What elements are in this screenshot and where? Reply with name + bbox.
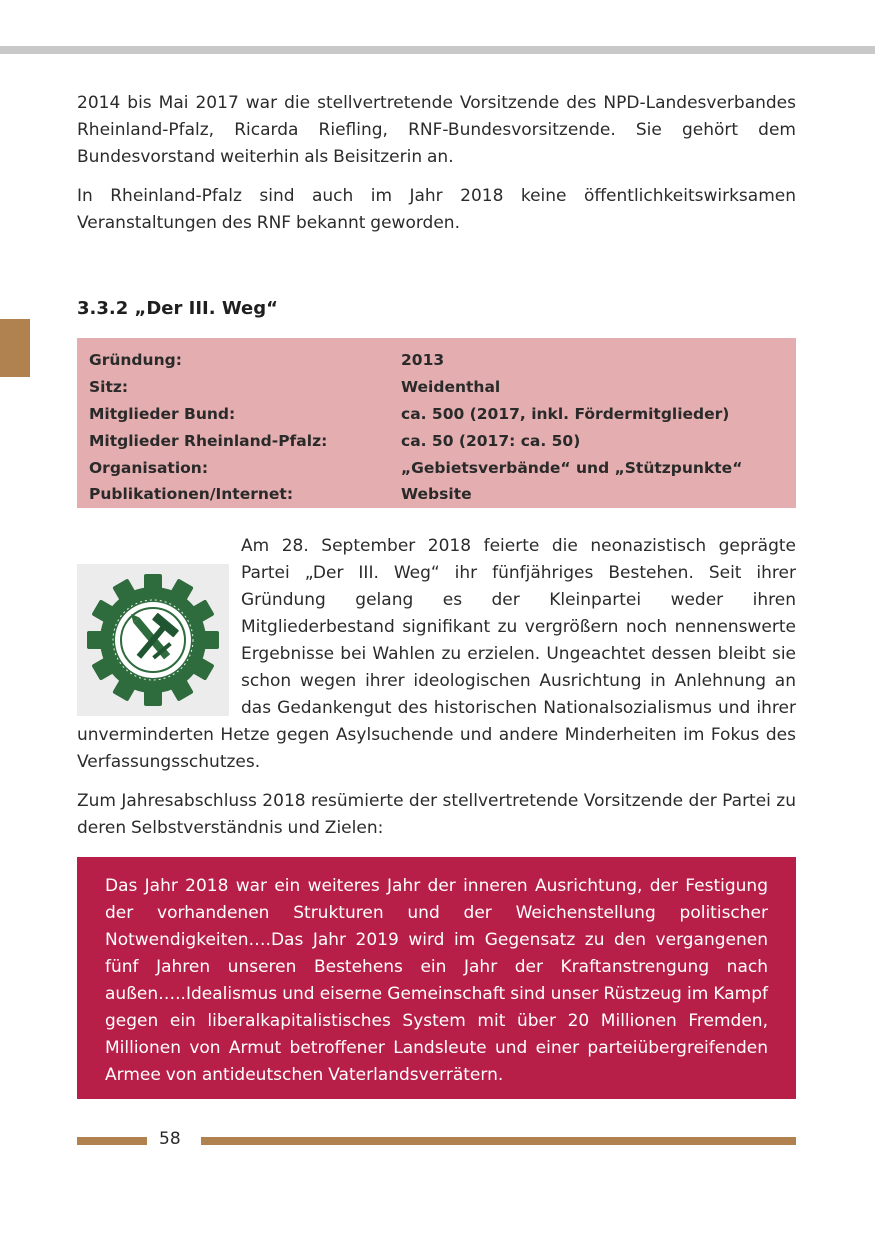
paragraph-rnf-events: In Rheinland-Pfalz sind auch im Jahr 2018 keine öffentlichkeitswirksamen Veranstaltungen des RNF bekannt geworden. xyxy=(77,186,796,233)
fact-value: Weidenthal xyxy=(401,378,501,397)
fact-row xyxy=(89,427,796,454)
fact-box xyxy=(77,338,796,508)
section-heading: 3.3.2 „Der III. Weg“ xyxy=(77,298,278,319)
party-logo xyxy=(77,564,229,716)
page-number: 58 xyxy=(159,1129,181,1149)
paragraph-quote-intro: Zum Jahresabschluss 2018 resümierte der stellvertretende Vorsitzende der Partei zu deren Selbstverständnis und Zielen: xyxy=(77,791,796,838)
fact-row xyxy=(89,481,796,508)
paragraph-party-anniversary: Am 28. September 2018 feierte die neonazistisch geprägte Partei „Der III. Weg“ ihr fünfjähriges Bestehen. Seit ihrer Gründung gelang es der Kleinpartei weder ihren Mitgliederbestand signifikant zu vergrößern noch nennenswerte Ergebnisse bei Wahlen zu erzielen. Ungeachtet dessen bleibt sie schon wegen ihrer ideologischen Ausrichtung in Anlehnung an das Gedankengut des historischen Nationalsozialismus und ihrer unverminderten Hetze gegen Asylsuchende und andere Minderheiten im Fokus des Verfassungsschutzes. xyxy=(77,536,796,772)
fact-label: Publikationen/Internet: xyxy=(89,485,294,504)
fact-row xyxy=(89,374,796,401)
fact-row xyxy=(89,401,796,428)
fact-label: Sitz: xyxy=(89,378,129,397)
top-divider xyxy=(0,46,875,54)
intro-text xyxy=(77,90,796,237)
gear-emblem-icon xyxy=(83,570,223,710)
quote-text: Das Jahr 2018 war ein weiteres Jahr der inneren Ausrichtung, der Festigung der vorhandenen Strukturen und der Weichenstellung politischer Notwendigkeiten….Das Jahr 2019 wird im Gegensatz zu den vergangenen fünf Jahren unseren Bestehens ein Jahr der Kraftanstrengung nach außen…..Idealismus und eiserne Gemeinschaft sind unser Rüstzeug im Kampf gegen ein liberalkapitalistisches System mit über 20 Millionen Fremden, Millionen von Armut betroffener Landsleute und einer parteiübergreifenden Armee von antideutschen Vaterlandsverrätern. xyxy=(105,876,768,1085)
fact-row xyxy=(89,454,796,481)
fact-value: ca. 50 (2017: ca. 50) xyxy=(401,431,581,450)
party-description xyxy=(77,533,796,842)
fact-label: Gründung: xyxy=(89,351,182,370)
chapter-tab-marker xyxy=(0,319,30,377)
fact-label: Organisation: xyxy=(89,458,209,477)
fact-row xyxy=(89,347,796,374)
quote-box xyxy=(77,857,796,1099)
fact-value: „Gebietsverbände“ und „Stützpunkte“ xyxy=(401,458,743,477)
fact-label: Mitglieder Bund: xyxy=(89,404,236,423)
fact-value: 2013 xyxy=(401,351,445,370)
fact-label: Mitglieder Rheinland-Pfalz: xyxy=(89,431,328,450)
paragraph-rnf-leadership: 2014 bis Mai 2017 war die stellvertretende Vorsitzende des NPD-Landesverbandes Rheinland-Pfalz, Ricarda Riefling, RNF-Bundesvorsitzende. Sie gehört dem Bundesvorstand weiterhin als Beisitzerin an. xyxy=(77,93,796,167)
footer-bar-right xyxy=(201,1137,796,1145)
fact-value: Website xyxy=(401,485,472,504)
fact-value: ca. 500 (2017, inkl. Fördermitglieder) xyxy=(401,404,730,423)
footer-bar-left xyxy=(77,1137,147,1145)
